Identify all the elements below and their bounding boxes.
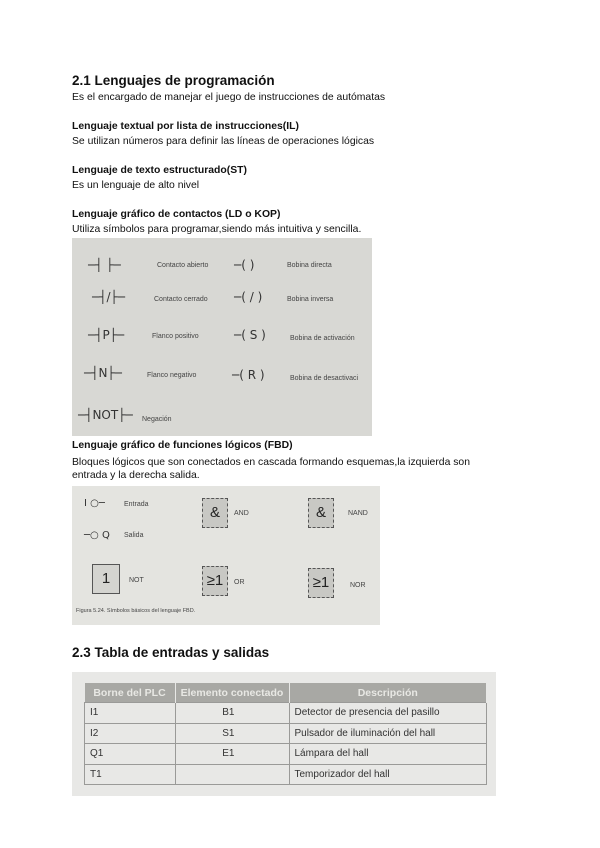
cell-descripcion: Lámpara del hall — [289, 744, 487, 765]
label-bobina-directa: Bobina directa — [287, 262, 332, 269]
header-borne: Borne del PLC — [85, 683, 176, 703]
label-nor: NOR — [350, 582, 366, 589]
p-letter: P — [102, 328, 110, 342]
ld-text: Utiliza símbolos para programar,siendo más intuitiva y sencilla. — [72, 224, 362, 235]
nand-gate: & — [308, 498, 334, 528]
label-flanco-positivo: Flanco positivo — [152, 333, 199, 340]
fbd-caption: Figura 5.24. Símbolos básicos del lenguaje FBD. — [76, 608, 196, 614]
cell-elemento: E1 — [175, 744, 289, 765]
label-negacion: Negación — [142, 416, 172, 423]
label-salida: Salida — [124, 532, 144, 539]
section-title-tabla: 2.3 Tabla de entradas y salidas — [72, 645, 270, 660]
label-bobina-activacion: Bobina de activación — [290, 335, 355, 342]
not-gate: 1 — [92, 564, 120, 594]
contact-closed-symbol: ─┤/├─ — [92, 290, 125, 304]
cell-borne: I2 — [85, 723, 176, 744]
reset-coil-symbol: ─( R ) — [232, 368, 265, 382]
il-heading: Lenguaje textual por lista de instrucciones(IL) — [72, 121, 299, 132]
cell-elemento: S1 — [175, 723, 289, 744]
cell-borne: T1 — [85, 764, 176, 785]
output-symbol: ─○ Q — [84, 530, 110, 541]
input-symbol: I ○─ — [84, 498, 105, 509]
fbd-heading: Lenguaje gráfico de funciones lógicos (FBD) — [72, 440, 293, 451]
q-letter: Q — [101, 530, 110, 541]
label-and: AND — [234, 510, 249, 517]
label-entrada: Entrada — [124, 501, 149, 508]
label-bobina-desactivacion: Bobina de desactivaci — [290, 375, 359, 382]
header-elemento: Elemento conectado — [175, 683, 289, 703]
set-coil-symbol: ─( S ) — [234, 328, 266, 342]
i-letter: I — [84, 498, 87, 509]
cell-descripcion: Pulsador de iluminación del hall — [289, 723, 487, 744]
positive-edge-symbol: ─┤P├─ — [88, 328, 125, 342]
label-flanco-negativo: Flanco negativo — [147, 372, 197, 379]
label-contacto-abierto: Contacto abierto — [157, 262, 209, 269]
fbd-symbols-photo — [72, 486, 380, 625]
r-letter: R — [247, 368, 257, 382]
cell-elemento — [175, 764, 289, 785]
s-letter: S — [249, 328, 258, 342]
cell-borne: I1 — [85, 703, 176, 724]
section-intro: Es el encargado de manejar el juego de instrucciones de autómatas — [72, 92, 386, 103]
ld-heading: Lenguaje gráfico de contactos (LD o KOP) — [72, 209, 281, 220]
or-gate: ≥1 — [202, 566, 228, 596]
coil-direct-symbol: ─( ) — [234, 258, 255, 272]
label-bobina-inversa: Bobina inversa — [287, 296, 334, 303]
st-heading: Lenguaje de texto estructurado(ST) — [72, 165, 247, 176]
label-or: OR — [234, 579, 245, 586]
label-contacto-cerrado: Contacto cerrado — [154, 296, 208, 303]
not-text: NOT — [92, 408, 119, 422]
il-text: Se utilizan números para definir las líneas de operaciones lógicas — [72, 136, 375, 147]
coil-inverse-symbol: ─( / ) — [234, 290, 263, 304]
table-row — [85, 703, 487, 724]
and-gate: & — [202, 498, 228, 528]
table-row — [85, 744, 487, 765]
io-table — [84, 683, 487, 785]
st-text: Es un lenguaje de alto nivel — [72, 180, 200, 191]
contact-open-symbol: ─┤ ├─ — [88, 258, 121, 272]
label-nand: NAND — [348, 510, 368, 517]
table-row — [85, 723, 487, 744]
fbd-text-line2: entrada y la derecha salida. — [72, 470, 200, 481]
section-title-lenguajes: 2.1 Lenguajes de programación — [72, 73, 275, 88]
cell-descripcion: Temporizador del hall — [289, 764, 487, 785]
fbd-text-line1: Bloques lógicos que son conectados en cascada formando esquemas,la izquierda son — [72, 457, 470, 468]
table-row — [85, 764, 487, 785]
nor-gate: ≥1 — [308, 568, 334, 598]
n-letter: N — [98, 366, 108, 380]
cell-borne: Q1 — [85, 744, 176, 765]
cell-descripcion: Detector de presencia del pasillo — [289, 703, 487, 724]
header-descripcion: Descripción — [289, 683, 487, 703]
ld-symbols-photo — [72, 238, 372, 436]
cell-elemento: B1 — [175, 703, 289, 724]
label-not: NOT — [129, 577, 144, 584]
negative-edge-symbol: ─┤N├─ — [84, 366, 122, 380]
not-contact-symbol: ─┤NOT├─ — [78, 408, 133, 422]
